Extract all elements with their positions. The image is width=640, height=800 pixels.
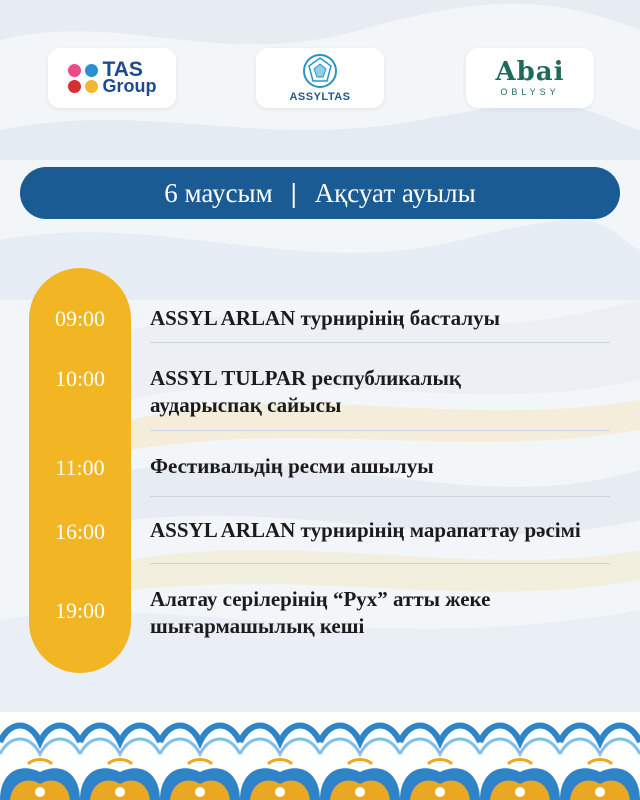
event-line: Фестивальдің ресми ашылуы [150, 454, 434, 478]
event-line: ASSYL TULPAR республикалық [150, 366, 461, 390]
schedule-event [150, 453, 630, 480]
time-label: 10:00 [54, 366, 106, 391]
banner-place: Ақсуат ауылы [314, 177, 476, 208]
divider [150, 430, 610, 431]
event-line: ASSYL ARLAN турнирінің марапаттау рәсімі [150, 518, 581, 542]
date-place-banner [20, 167, 620, 219]
event-line: Алатау серілерінің “Рух” атты жеке [150, 587, 491, 611]
schedule-event [150, 586, 630, 640]
event-line: ASSYL ARLAN турнирінің басталуы [150, 306, 501, 330]
banner-date: 6 маусым [164, 177, 273, 208]
banner-separator: | [290, 177, 297, 208]
tas-logo-line1: TAS [102, 58, 143, 81]
divider [150, 563, 610, 564]
abai-oblysy-logo [466, 48, 594, 108]
kazakh-ornament-border [0, 712, 640, 800]
schedule-event [150, 365, 630, 419]
time-label: 09:00 [54, 306, 106, 331]
event-line: аударыспақ сайысы [150, 393, 342, 417]
tas-dots-icon [68, 64, 99, 93]
diamond-gem-icon [302, 53, 338, 89]
schedule-event [150, 517, 630, 544]
event-line: шығармашылық кеші [150, 614, 365, 638]
abai-word: Abai [495, 57, 565, 87]
assyltas-logo [256, 48, 384, 108]
assyltas-label: ASSYLTAS [289, 91, 351, 103]
tas-group-logo [48, 48, 176, 108]
time-label: 19:00 [54, 598, 106, 623]
tas-logo-line2: Group [102, 76, 157, 96]
divider [150, 496, 610, 497]
abai-sub: OBLYSY [500, 87, 560, 97]
schedule-event [150, 305, 630, 332]
time-label: 16:00 [54, 519, 106, 544]
time-label: 11:00 [55, 455, 105, 480]
divider [150, 342, 610, 343]
